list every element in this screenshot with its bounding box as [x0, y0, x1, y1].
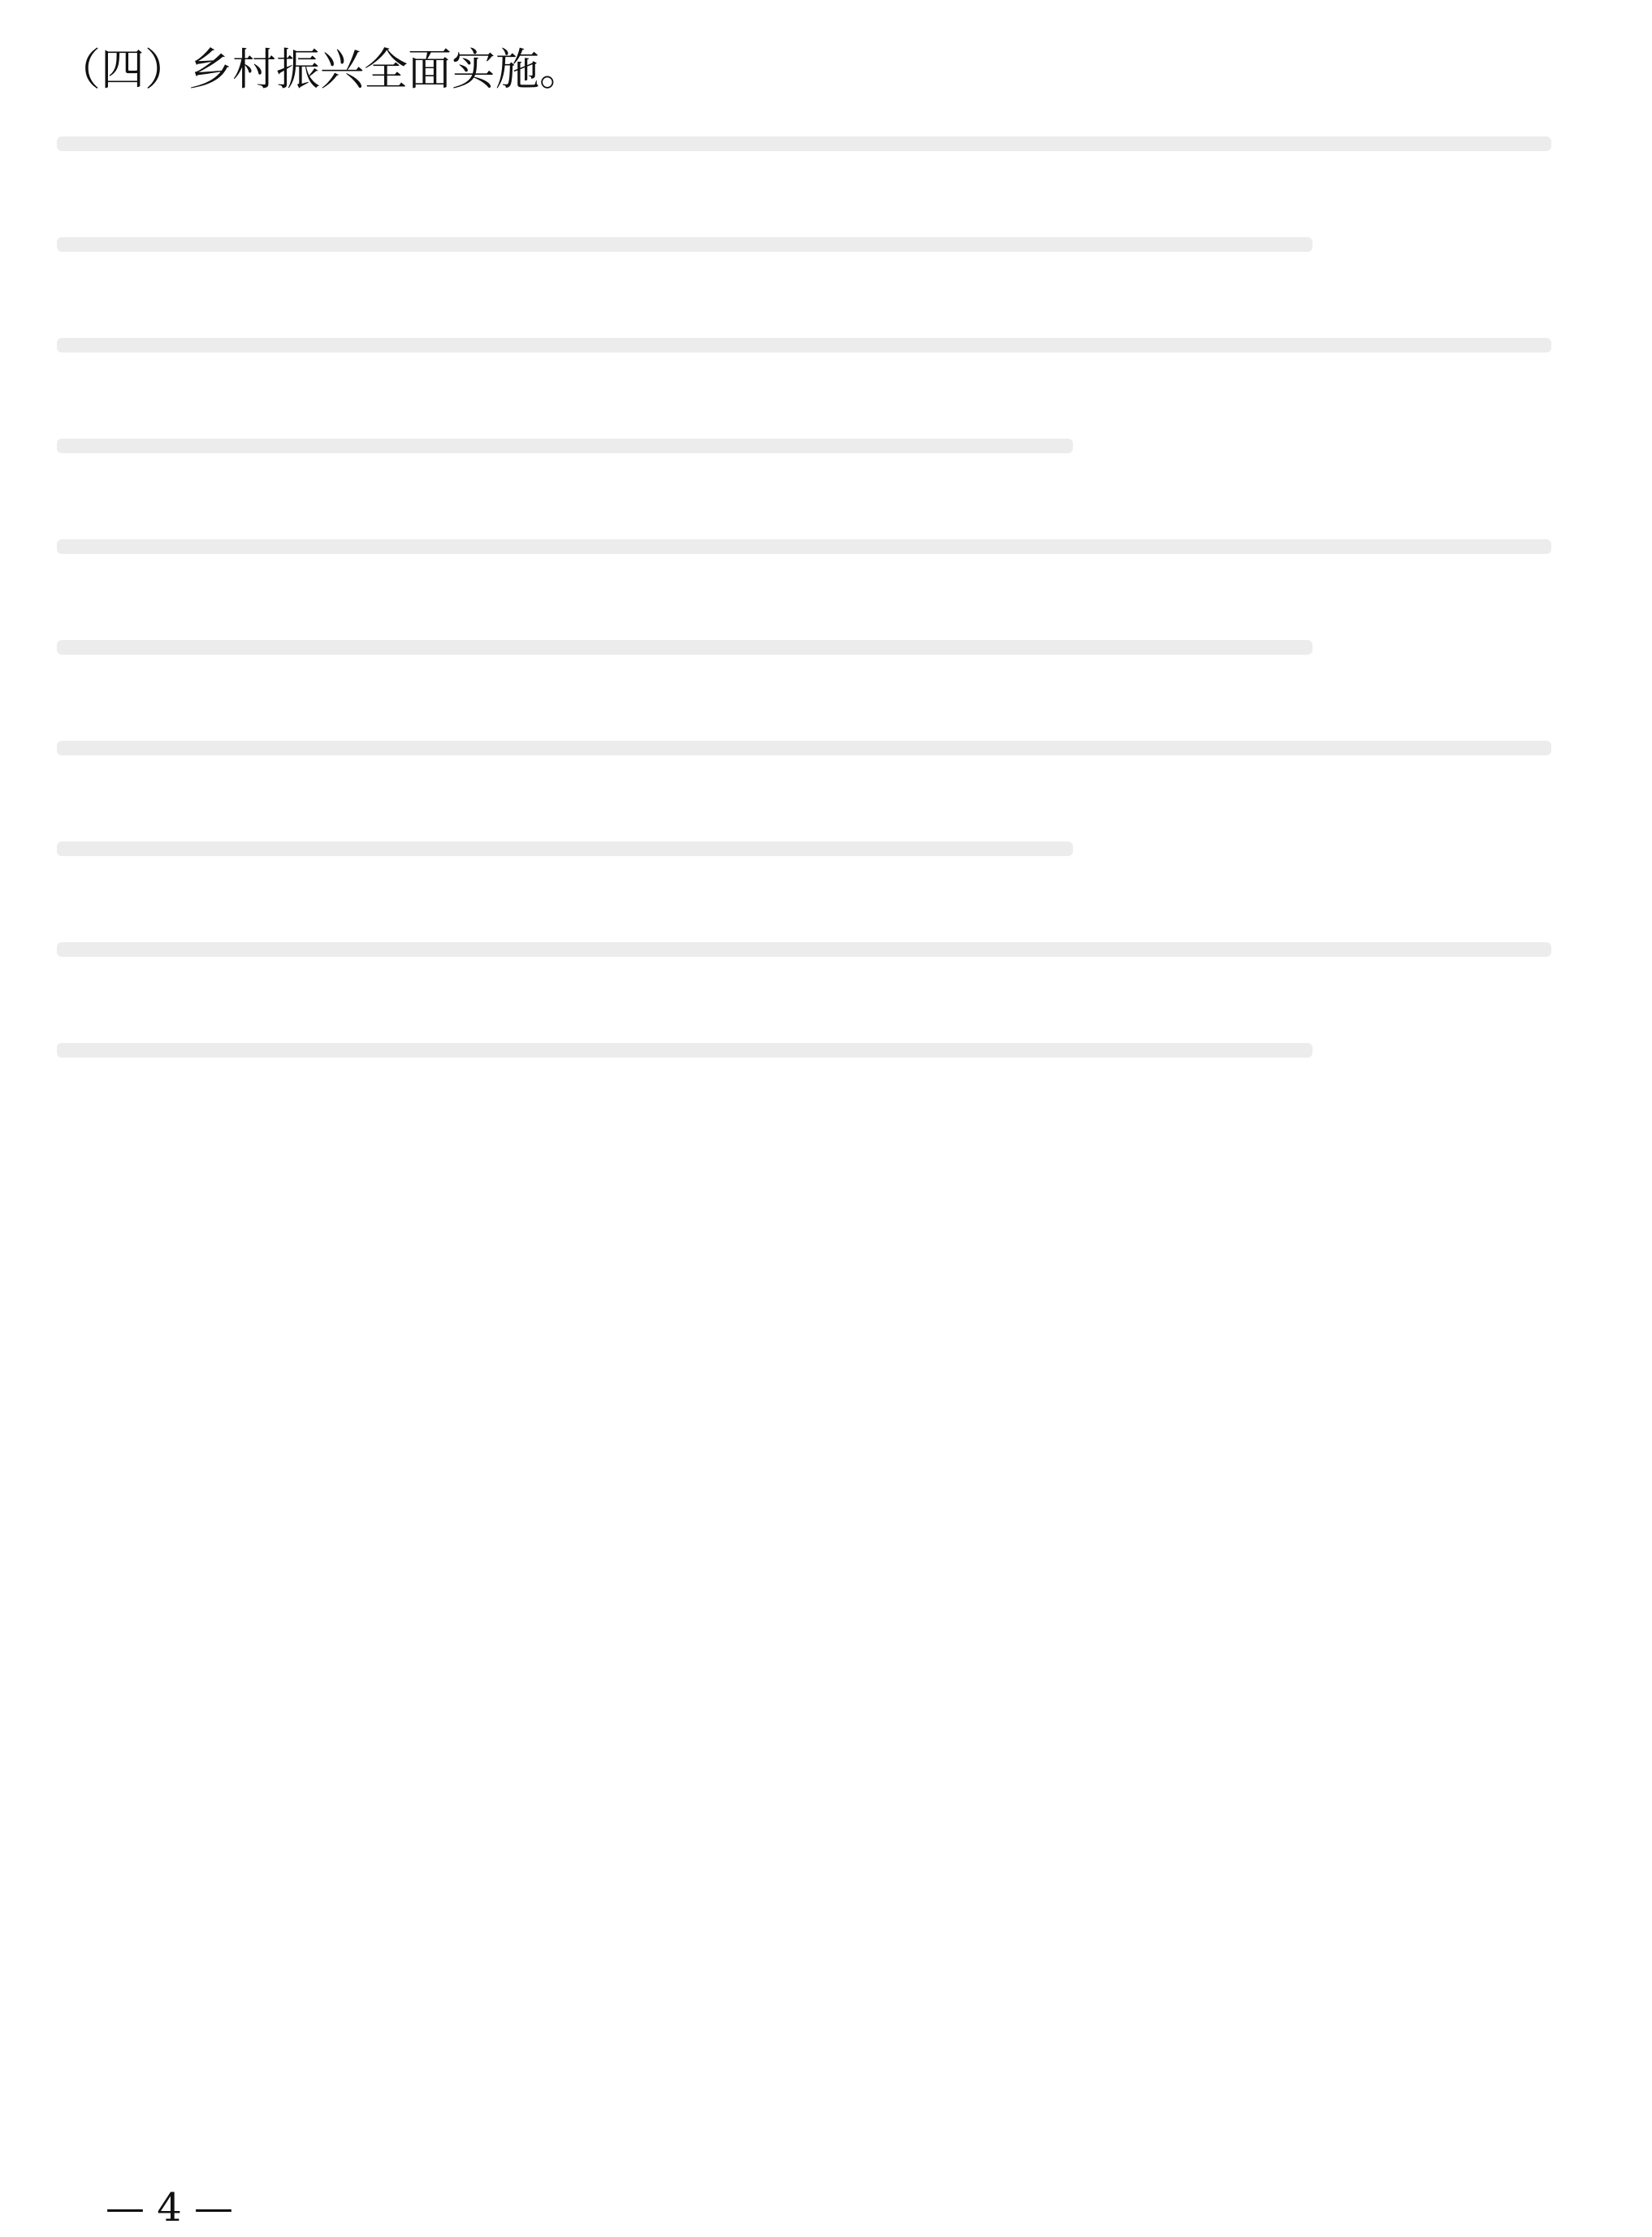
paragraph-line	[57, 439, 1073, 453]
section-heading: （四）乡村振兴全面实施。	[57, 44, 583, 95]
paragraph-line	[57, 1043, 1313, 1058]
document-page	[57, 0, 1551, 1144]
paragraph-line	[57, 338, 1551, 353]
paragraph-line	[57, 942, 1551, 957]
paragraph-line	[57, 539, 1551, 554]
paragraph-line	[57, 640, 1313, 655]
paragraph-line	[57, 741, 1551, 755]
paragraph-line	[57, 842, 1073, 856]
body-placeholder-lines	[57, 136, 1551, 1058]
paragraph-line	[57, 136, 1551, 151]
page-number: — 4 —	[106, 2185, 234, 2231]
paragraph-line	[57, 237, 1313, 252]
